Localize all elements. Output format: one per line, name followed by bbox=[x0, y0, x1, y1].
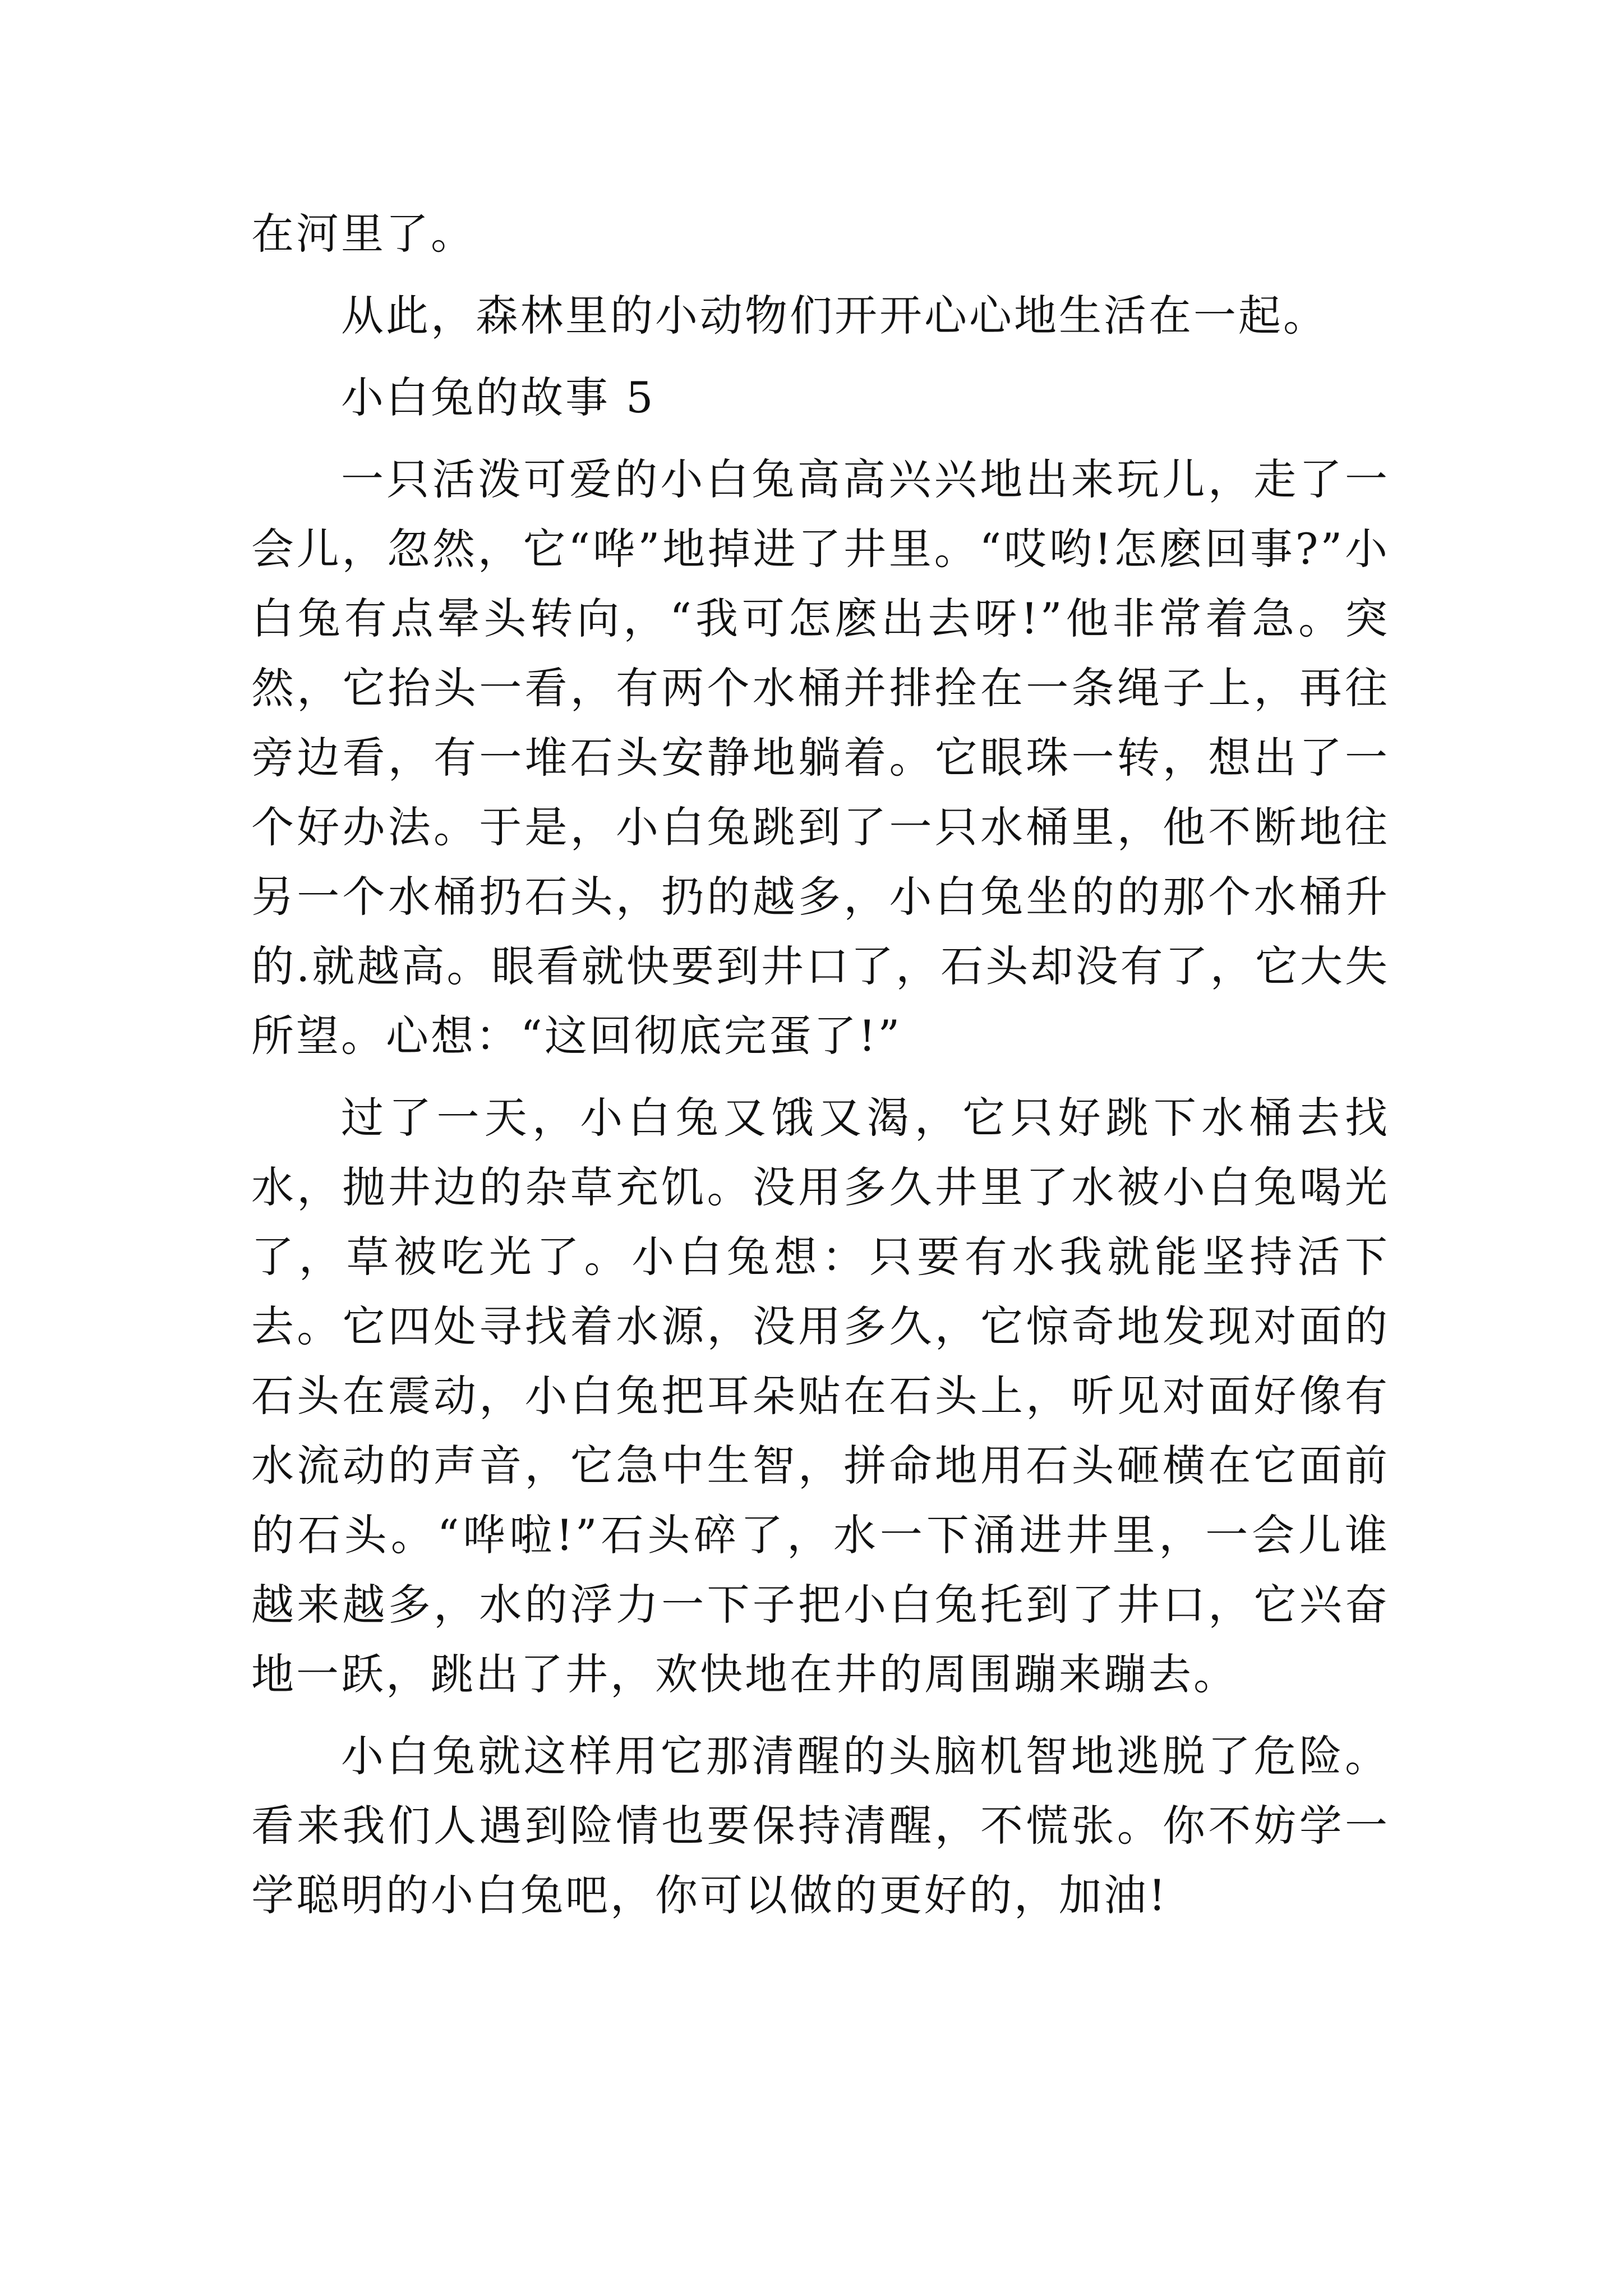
paragraph-story-part-1: 一只活泼可爱的小白兔高高兴兴地出来玩儿，走了一会儿，忽然，它“哗”地掉进了井里。“哎哟!怎麽回事?”小白兔有点晕头转向，“我可怎麽出去呀!”他非常着急。突然，它抬头一看，有两个水桶并排拴在一条绳子上，再往旁边看，有一堆石头安静地躺着。它眼珠一转，想出了一个好办法。于是，小白兔跳到了一只水桶里，他不断地往另一个水桶扔石头，扔的越多，小白兔坐的的那个水桶升的.就越高。眼看就快要到井口了，石头却没有了，它大失所望。心想：“这回彻底完蛋了!” bbox=[251, 454, 1390, 1061]
paragraph-continuation: 在河里了。 bbox=[251, 209, 476, 259]
paragraph-story-moral: 小白兔就这样用它那清醒的头脑机智地逃脱了危险。看来我们人遇到险情也要保持清醒，不慌张。你不妨学一学聪明的小白兔吧，你可以做的更好的，加油! bbox=[251, 1731, 1390, 1920]
document-body bbox=[251, 199, 1390, 1943]
paragraph-ending: 从此，森林里的小动物们开开心心地生活在一起。 bbox=[341, 291, 1328, 341]
paragraph-story-part-2: 过了一天，小白兔又饿又渴，它只好跳下水桶去找水，抛井边的杂草充饥。没用多久井里了水被小白兔喝光了，草被吃光了。小白兔想：只要有水我就能坚持活下去。它四处寻找着水源，没用多久，它惊奇地发现对面的石头在震动，小白兔把耳朵贴在石头上，听见对面好像有水流动的声音，它急中生智，拼命地用石头砸横在它面前的石头。“哗啦!”石头碎了，水一下涌进井里，一会儿谁越来越多，水的浮力一下子把小白兔托到了井口，它兴奋地一跃，跳出了井，欢快地在井的周围蹦来蹦去。 bbox=[251, 1093, 1390, 1699]
story-heading: 小白兔的故事 5 bbox=[341, 372, 656, 422]
